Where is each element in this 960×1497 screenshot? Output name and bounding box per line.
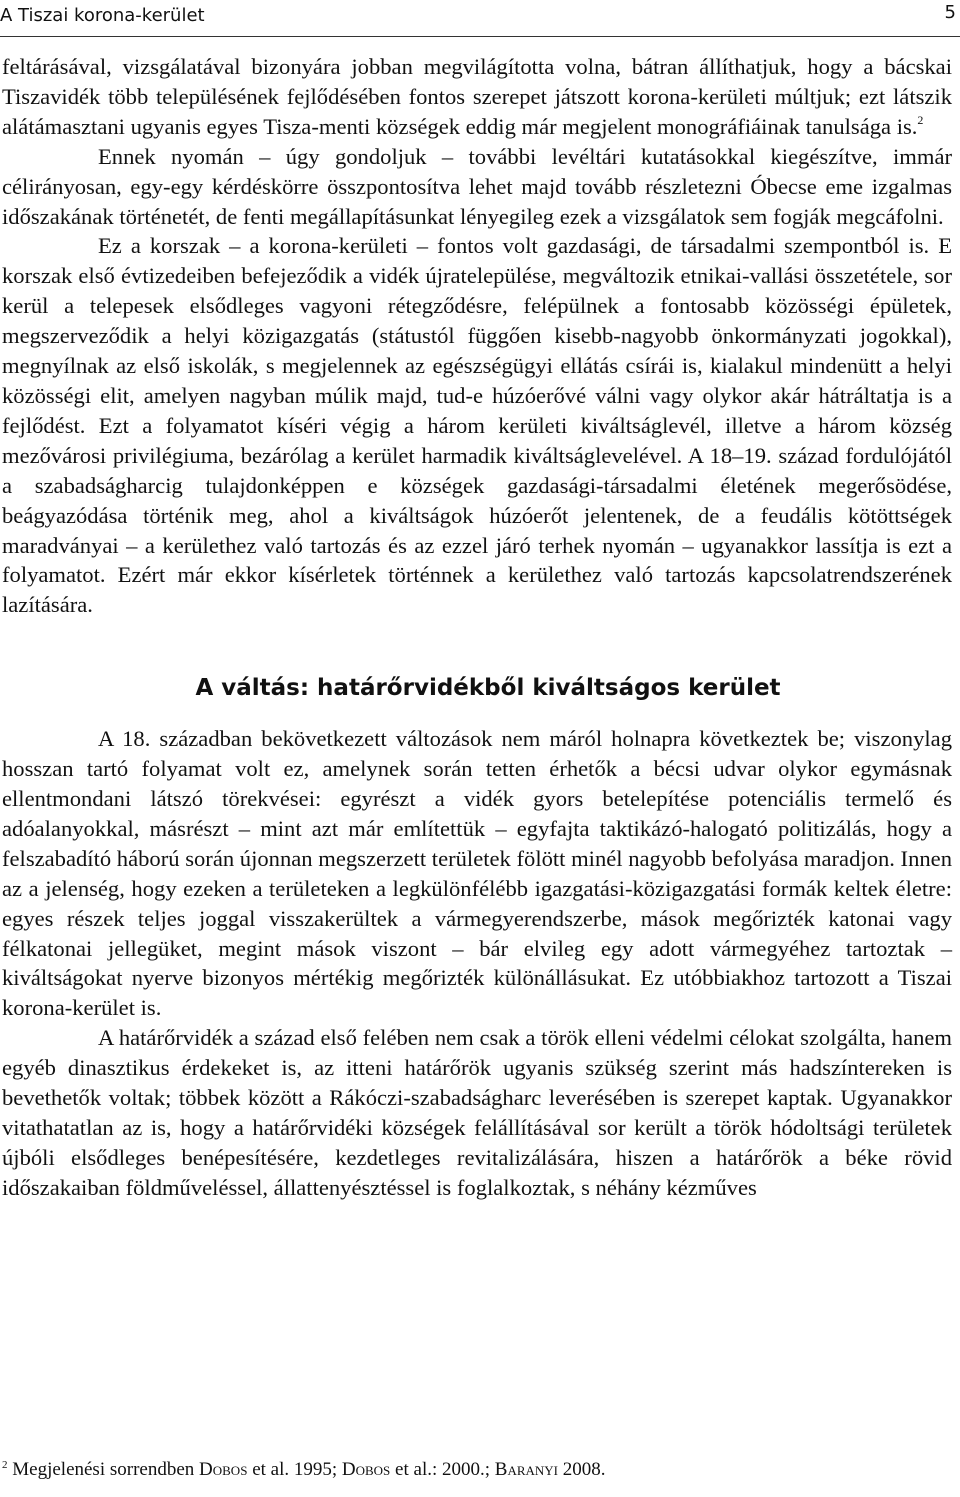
running-title: A Tiszai korona-kerület (0, 5, 205, 26)
footnote-text: et al.: 2000.; (395, 1459, 491, 1480)
main-text (2, 52, 952, 1203)
footnote-text: 2008. (562, 1459, 606, 1480)
footnote-author: Dobos (341, 1459, 391, 1480)
paragraph-text: feltárásával, vizsgálatával bizonyára jobban megvilágította volna, bátran állíthatjuk, hogy a bácskai Tiszavidék több településének fejlődésében fontos szerepet játszott korona-kerületi múltjuk; ezt látszik alátámasztani ugyanis egyes Tisza-menti községek eddig már megjelent monográfiáinak tanulsága is. (2, 54, 952, 139)
section-heading: A váltás: határőrvidékből kiváltságos kerület (195, 675, 781, 702)
footnote-author: Dobos (199, 1459, 248, 1480)
footnote-text: Megjelenési sorrendben (12, 1459, 195, 1480)
footnote-reference[interactable]: 2 (917, 112, 924, 127)
running-header (0, 0, 960, 37)
footnote-marker: 2 (2, 1459, 8, 1471)
footnote (2, 1458, 952, 1482)
paragraph: Ennek nyomán – úgy gondoljuk – további levéltári kutatásokkal kiegészítve, immár célirányosan, egy-egy kérdéskörre összpontosítva lehet majd tovább részletezni Óbecse eme izgalmas időszakának történetét, de fenti megállapításunkat lényegileg ezek a vizsgálatok sem fogják megcáfolni. (2, 143, 952, 229)
page-number: 5 (944, 2, 956, 23)
paragraph (2, 52, 952, 142)
paragraph: A 18. században bekövetkezett változások nem máról holnapra következtek be; viszonylag hosszan tartó folyamat volt ez, amelynek során tetten érhetők a bécsi udvar olykor egymásnak ellentmondani látszó törekvései: egyrészt a vidék gyors betelepítése potenciális termelő és adóalanyokkal, másrészt – mint azt már említettük – egyfajta taktikázó-halogató politizálás, hogy a felszabadító háború során újonnan megszerzett területek fölött minél nagyobb befolyása maradjon. Innen az a jelenség, hogy ezeken a területeken a legkülönfélébb igazgatási-közigazgatási formák keltek életre: egyes részek teljes joggal visszakerültek a vármegyerendszerbe, mások megőrizték katonai vagy félkatonai jellegüket, megint mások viszont – bár elvileg egy adott vármegyéhez tartoztak – kiváltságokat nyerve bizonyos mértékig megőrizték különállásukat. Ez utóbbiakhoz tartozott a Tiszai korona-kerület is. (2, 726, 952, 1021)
footnote-text: et al. 1995; (252, 1459, 338, 1480)
footnotes (2, 1458, 952, 1482)
paragraph: A határőrvidék a század első felében nem csak a török elleni védelmi célokat szolgálta, hanem egyéb dinasztikus érdekeket is, az itteni határőrök ugyanis szükség szerint más hadszíntereken is bevethetők voltak; többek között a Rákóczi-szabadságharc leverésében is szerepet kaptak. Ugyanakkor vitathatatlan az is, hogy a határőrvidéki községek felállításával sor került a török hódoltsági területek újbóli elsődleges benépesítésére, kezdetleges revitalizálására, hiszen a határőrök a béke rövid időszakaiban földműveléssel, állattenyésztéssel is foglalkoztak, s néhány kézműves (2, 1025, 952, 1200)
paragraph: Ez a korszak – a korona-kerületi – fontos volt gazdasági, de társadalmi szempontból is. E korszak első évtizedeiben befejeződik a vidék újratelepülése, megváltozik etnikai-vallási összetétele, sor kerül a telepesek elsődleges vagyoni rétegződésre, felépülnek a fontosabb közösségi épületek, megszerveződik a helyi közigazgatás (státustól függően kisebb-nagyobb önkormányzati jogokkal), megnyílnak az első iskolák, s megjelennek az egészségügyi ellátás csírái is, kialakul mindenütt a helyi közösségi elit, amelyen nagyban múlik majd, tud-e húzóerővé válni vagy olykor akár hátráltatja is a fejlődést. Ezt a folyamatot kíséri végig a három kerületi kiváltságlevél, illetve a három község mezővárosi privilégiuma, bezárólag a kerület harmadik kiváltságlevelével. A 18–19. század fordulójától a szabadságharcig tulajdonképpen e községek gazdasági-társadalmi életének megerősödése, beágyazódása történik meg, ahol a kiváltságok húzóerőt jelentenek, de a feudális kötöttségek maradványai – a kerülethez való tartozás és az ezzel járó terhek nyomán – ugyanakkor lassítja is ezt a folyamatot. Ezért már ekkor kísérletek történnek a kerülethez való tartozás kapcsolatrendszerének lazítására. (2, 233, 952, 618)
footnote-author: Baranyi (494, 1459, 559, 1480)
